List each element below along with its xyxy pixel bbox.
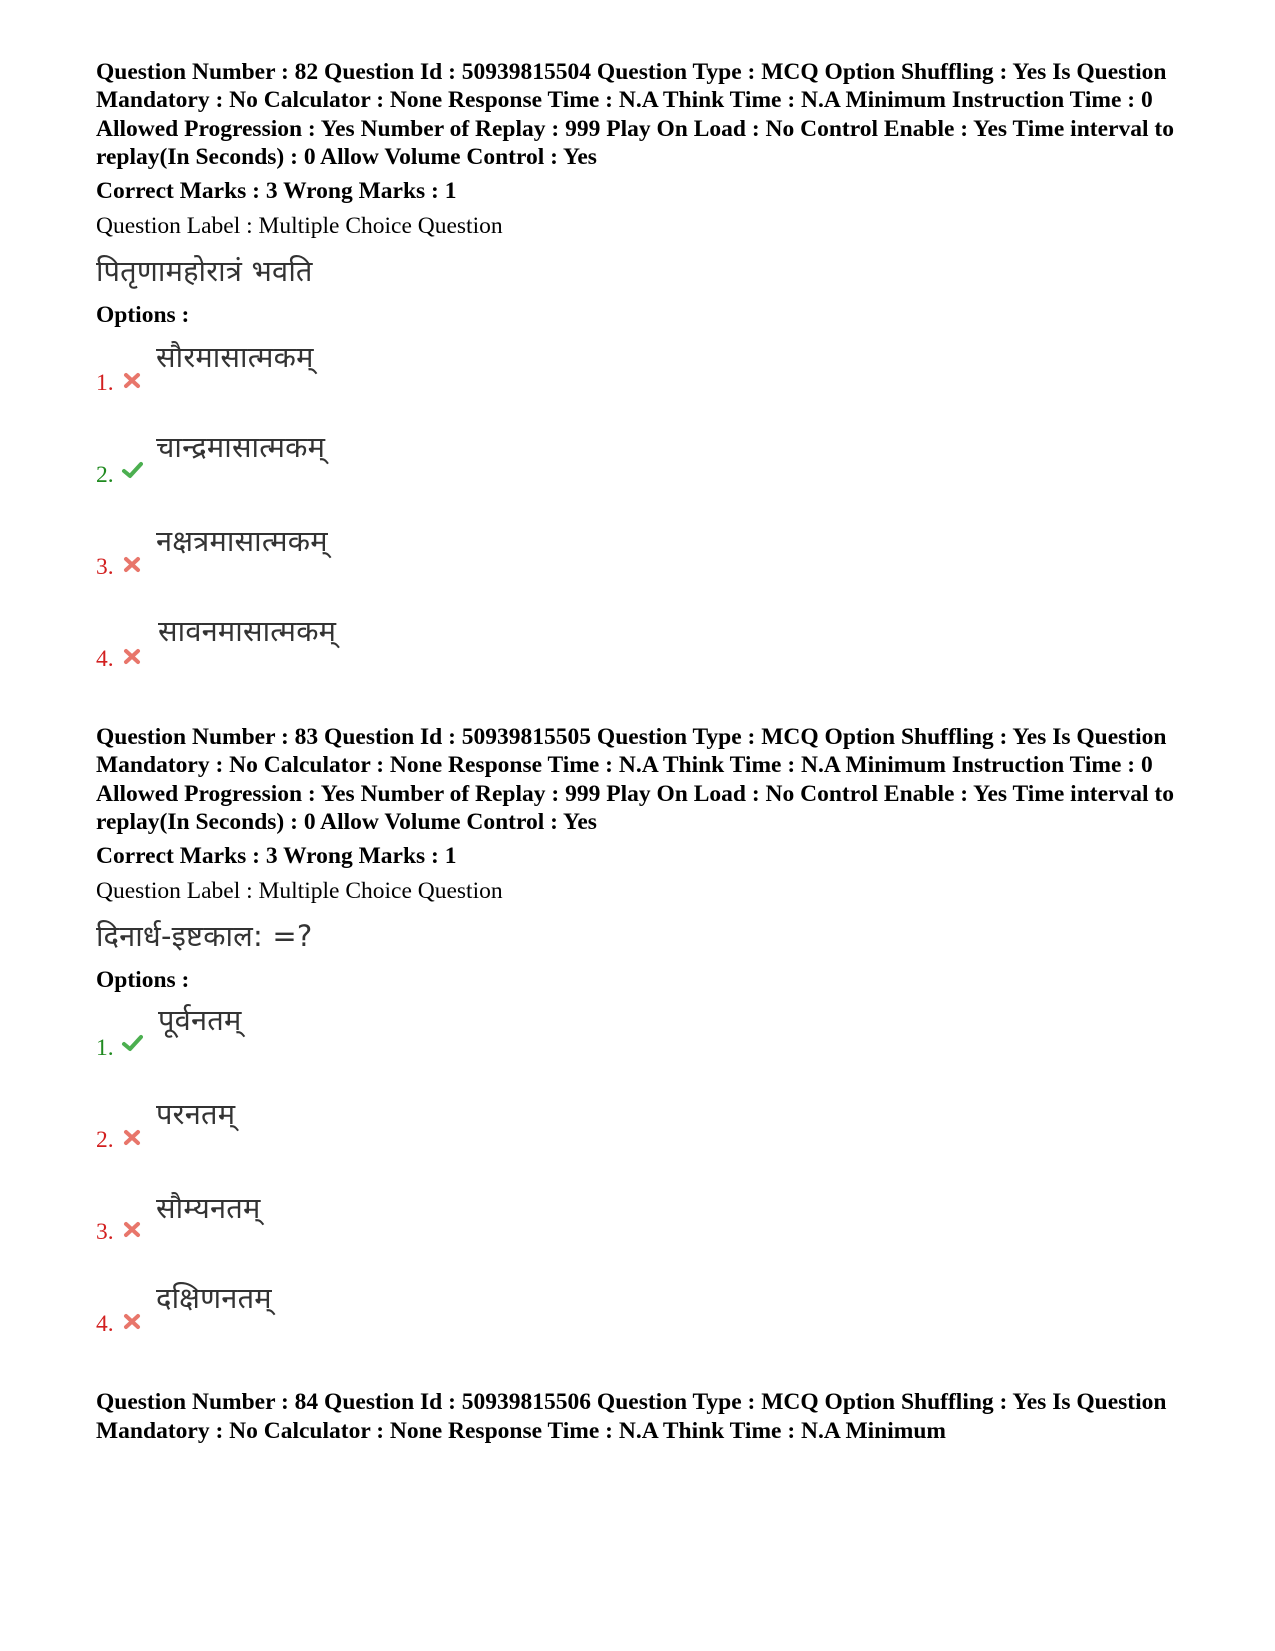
check-icon: [121, 1032, 143, 1054]
option-1: [96, 339, 1196, 435]
option-number: 1.: [96, 370, 114, 397]
cross-icon: [121, 645, 143, 667]
option-number: 4.: [96, 1311, 114, 1338]
question-label: Question Label : Multiple Choice Question: [96, 878, 503, 905]
option-number: 2.: [96, 462, 114, 489]
option-number: 4.: [96, 646, 114, 673]
option-2: [96, 430, 1196, 531]
option-number: 1.: [96, 1035, 114, 1062]
option-text: नक्षत्रमासात्मकम्: [156, 524, 328, 559]
check-icon: [121, 459, 143, 481]
question-text: पितृणामहोरात्रं भवति: [96, 254, 313, 289]
option-2: [96, 1097, 1196, 1196]
option-number: 3.: [96, 1219, 114, 1246]
option-1: [96, 1004, 1196, 1100]
option-text: चान्द्रमासात्मकम्: [156, 430, 326, 465]
option-3: [96, 1191, 1196, 1292]
option-text: सावनमासात्मकम्: [158, 614, 337, 649]
question-header: Question Number : 82 Question Id : 50939815504 Question Type : MCQ Option Shuffling : Yes Is Question Mandatory : No Calculator : None Response Time : N.A Think Time : N.A Minimum Instruction Time : 0 Allowed Progression : Yes Number of Replay : 999 Play On Load : No Control Enable : Yes Time interval to replay(In Seconds) : 0 Allow Volume Control : Yes: [96, 59, 1174, 170]
cross-icon: [121, 369, 143, 391]
question-label: Question Label : Multiple Choice Question: [96, 213, 503, 240]
cross-icon: [121, 1126, 143, 1148]
option-text: सौम्यनतम्: [156, 1191, 261, 1226]
question-block-84: [96, 1388, 1196, 1445]
cross-icon: [121, 1310, 143, 1332]
question-block-83: [96, 723, 1196, 1388]
option-text: दक्षिणनतम्: [156, 1281, 272, 1316]
cross-icon: [121, 553, 143, 575]
question-header: Question Number : 83 Question Id : 50939815505 Question Type : MCQ Option Shuffling : Yes Is Question Mandatory : No Calculator : None Response Time : N.A Think Time : N.A Minimum Instruction Time : 0 Allowed Progression : Yes Number of Replay : 999 Play On Load : No Control Enable : Yes Time interval to replay(In Seconds) : 0 Allow Volume Control : Yes: [96, 724, 1174, 836]
option-text: परनतम्: [156, 1097, 236, 1132]
question-block-82: [96, 58, 1196, 723]
option-4: [96, 1281, 1196, 1388]
option-number: 2.: [96, 1127, 114, 1154]
question-text: दिनार्ध-इष्टकाल: =?: [96, 919, 313, 954]
option-number: 3.: [96, 554, 114, 581]
option-4: [96, 614, 1196, 723]
cross-icon: [121, 1218, 143, 1240]
option-text: पूर्वनतम्: [158, 1003, 242, 1038]
question-header: Question Number : 84 Question Id : 50939815506 Question Type : MCQ Option Shuffling : Yes Is Question Mandatory : No Calculator : None Response Time : N.A Think Time : N.A Minimum: [96, 1389, 1167, 1444]
marks-line: Correct Marks : 3 Wrong Marks : 1: [96, 178, 457, 205]
marks-line: Correct Marks : 3 Wrong Marks : 1: [96, 843, 457, 870]
option-text: सौरमासात्मकम्: [156, 340, 314, 375]
options-heading: Options :: [96, 967, 190, 994]
page-content: [96, 58, 1196, 1445]
options-heading: Options :: [96, 302, 190, 329]
